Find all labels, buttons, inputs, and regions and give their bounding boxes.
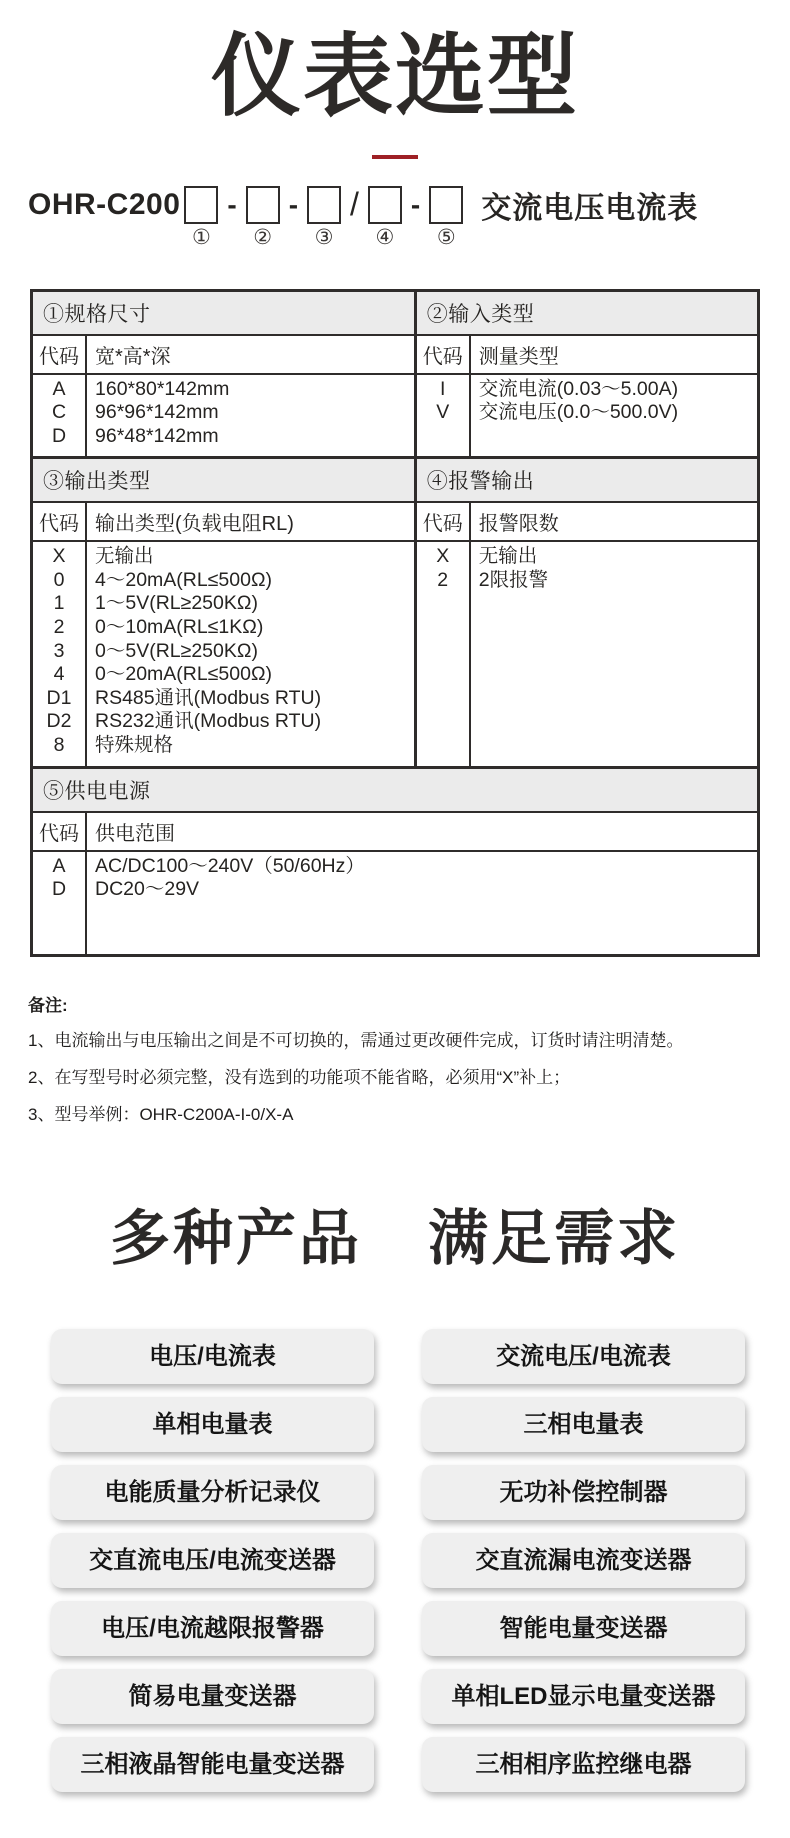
product-button-ac-voltage-current-meter[interactable]: 交流电压/电流表 xyxy=(422,1329,745,1384)
section-alarm-output xyxy=(417,459,757,765)
code-header: 代码 xyxy=(33,503,87,540)
section-power-supply xyxy=(33,769,757,954)
model-separator-3: / xyxy=(350,186,359,222)
code-column xyxy=(33,375,87,457)
value-header: 供电范围 xyxy=(95,822,175,845)
section-body xyxy=(417,375,757,457)
model-pos-1: ① xyxy=(191,225,211,249)
section-header: ⑤供电电源 xyxy=(33,769,757,813)
product-button-single-phase-led-power-transmitter[interactable]: 单相LED显示电量变送器 xyxy=(422,1669,745,1724)
code-cell: 8 xyxy=(53,734,65,757)
product-button-simple-power-transmitter[interactable]: 简易电量变送器 xyxy=(51,1669,374,1724)
code-cell: 2 xyxy=(437,568,449,591)
section-header: ③输出类型 xyxy=(33,459,414,503)
value-column xyxy=(87,542,414,765)
product-button-single-phase-power-meter[interactable]: 单相电量表 xyxy=(51,1397,374,1452)
products-heading xyxy=(0,1191,790,1277)
model-pos-4: ④ xyxy=(375,225,395,249)
value-cell: 无输出 xyxy=(95,545,154,568)
table-band-3 xyxy=(33,766,757,954)
model-prefix: OHR-C200 xyxy=(28,187,181,221)
code-cell: A xyxy=(52,854,66,877)
model-pos-5: ⑤ xyxy=(436,225,456,249)
value-cell: 交流电压(0.0～500.0V) xyxy=(478,401,679,424)
subheader-row xyxy=(33,813,757,852)
value-cell: 2限报警 xyxy=(478,568,549,591)
model-box-1 xyxy=(184,186,218,224)
code-cell: D2 xyxy=(46,710,72,733)
value-header: 输出类型(负载电阻RL) xyxy=(95,513,294,536)
model-pos-2: ② xyxy=(253,225,273,249)
model-separator-1: - xyxy=(227,188,237,220)
note-item-1: 1、电流输出与电压输出之间是不可切换的，需通过更改硬件完成，订货时请注明清楚。 xyxy=(28,1030,684,1050)
value-cell: 0～5V(RL≥250KΩ) xyxy=(95,639,258,662)
model-slot-5 xyxy=(429,186,463,249)
code-cell: 2 xyxy=(53,616,65,639)
product-button-acdc-voltage-current-transmitter[interactable]: 交直流电压/电流变送器 xyxy=(51,1533,374,1588)
code-cell: 1 xyxy=(53,592,65,615)
value-cell: 0～10mA(RL≤1KΩ) xyxy=(95,616,264,639)
value-cell: 特殊规格 xyxy=(95,734,174,757)
model-separator-2: - xyxy=(288,188,299,220)
model-slot-3 xyxy=(307,186,341,249)
page-title: 仪表选型 xyxy=(211,27,579,127)
value-cell: RS485通讯(Modbus RTU) xyxy=(95,686,322,709)
section-body xyxy=(417,542,757,765)
subheader-row xyxy=(417,336,757,375)
code-cell: D1 xyxy=(46,686,72,709)
value-column xyxy=(471,375,757,457)
code-header: 代码 xyxy=(33,336,87,373)
subheader-row xyxy=(33,503,414,542)
table-band-2 xyxy=(33,456,757,765)
value-column xyxy=(87,852,757,954)
note-item-3: 3、型号举例：OHR-C200A-I-0/X-A xyxy=(28,1104,294,1124)
code-column xyxy=(33,542,87,765)
code-header: 代码 xyxy=(33,813,87,850)
section-input-type xyxy=(417,292,757,457)
value-cell: 96*48*142mm xyxy=(95,424,219,447)
code-cell: 4 xyxy=(53,663,65,686)
product-button-phase-sequence-monitor-relay[interactable]: 三相相序监控继电器 xyxy=(422,1737,745,1792)
code-cell: A xyxy=(52,377,66,400)
product-button-grid xyxy=(51,1329,790,1792)
value-column xyxy=(471,542,757,765)
value-header: 宽*高*深 xyxy=(95,345,171,368)
value-header: 报警限数 xyxy=(478,513,559,536)
note-item-2: 2、在写型号时必须完整，没有选到的功能项不能省略，必须用“X”补上； xyxy=(28,1067,571,1087)
value-column xyxy=(87,375,414,457)
value-cell: AC/DC100～240V（50/60Hz） xyxy=(95,854,365,877)
products-heading-right: 满足需求 xyxy=(428,1204,680,1272)
section-header: ④报警输出 xyxy=(417,459,757,503)
value-cell: RS232通讯(Modbus RTU) xyxy=(95,710,322,733)
code-column xyxy=(33,852,87,954)
code-cell: D xyxy=(51,424,67,447)
code-cell: D xyxy=(51,878,67,901)
code-cell: C xyxy=(51,401,67,424)
code-cell: 0 xyxy=(53,568,65,591)
notes-label: 备注: xyxy=(28,995,68,1015)
model-slot-4 xyxy=(368,186,402,249)
model-box-4 xyxy=(368,186,402,224)
section-header: ②输入类型 xyxy=(417,292,757,336)
code-cell: X xyxy=(52,545,66,568)
section-body xyxy=(33,375,414,457)
code-header: 代码 xyxy=(417,503,471,540)
product-button-smart-power-transmitter[interactable]: 智能电量变送器 xyxy=(422,1601,745,1656)
value-cell: 160*80*142mm xyxy=(95,377,230,400)
product-button-voltage-current-meter[interactable]: 电压/电流表 xyxy=(51,1329,374,1384)
model-pos-3: ③ xyxy=(314,225,334,249)
model-box-5 xyxy=(429,186,463,224)
product-button-power-quality-recorder[interactable]: 电能质量分析记录仪 xyxy=(51,1465,374,1520)
model-separator-4: - xyxy=(410,188,421,220)
table-band-1 xyxy=(33,292,757,457)
products-heading-left: 多种产品 xyxy=(110,1204,362,1272)
value-cell: 1～5V(RL≥250KΩ) xyxy=(95,592,258,615)
model-box-3 xyxy=(307,186,341,224)
model-code-row xyxy=(28,185,790,249)
value-cell: DC20～29V xyxy=(95,878,200,901)
product-button-three-phase-lcd-smart-transmitter[interactable]: 三相液晶智能电量变送器 xyxy=(51,1737,374,1792)
red-divider xyxy=(372,155,418,159)
product-button-reactive-compensation-controller[interactable]: 无功补偿控制器 xyxy=(422,1465,745,1520)
code-header: 代码 xyxy=(417,336,471,373)
code-column xyxy=(417,542,471,765)
value-cell: 交流电流(0.03～5.00A) xyxy=(478,377,679,400)
product-button-limit-alarm[interactable]: 电压/电流越限报警器 xyxy=(51,1601,374,1656)
value-cell: 0～20mA(RL≤500Ω) xyxy=(95,663,273,686)
section-body xyxy=(33,542,414,765)
model-slot-2 xyxy=(246,186,280,249)
subheader-row xyxy=(417,503,757,542)
product-button-three-phase-power-meter[interactable]: 三相电量表 xyxy=(422,1397,745,1452)
section-output-type xyxy=(33,459,417,765)
notes-block xyxy=(28,991,790,1127)
value-cell: 无输出 xyxy=(478,545,538,568)
code-cell: X xyxy=(436,545,450,568)
code-column xyxy=(417,375,471,457)
model-box-2 xyxy=(246,186,280,224)
section-spec-size xyxy=(33,292,417,457)
section-body xyxy=(33,852,757,954)
code-cell: 3 xyxy=(53,639,65,662)
code-cell: V xyxy=(436,401,450,424)
value-cell: 4～20mA(RL≤500Ω) xyxy=(95,568,273,591)
model-product-name: 交流电压电流表 xyxy=(481,191,699,225)
subheader-row xyxy=(33,336,414,375)
code-cell: I xyxy=(440,377,446,400)
product-button-acdc-leakage-current-transmitter[interactable]: 交直流漏电流变送器 xyxy=(422,1533,745,1588)
model-slot-1 xyxy=(184,186,218,249)
selection-table xyxy=(30,289,760,957)
section-header: ①规格尺寸 xyxy=(33,292,414,336)
value-header: 测量类型 xyxy=(478,345,559,368)
value-cell: 96*96*142mm xyxy=(95,401,219,424)
